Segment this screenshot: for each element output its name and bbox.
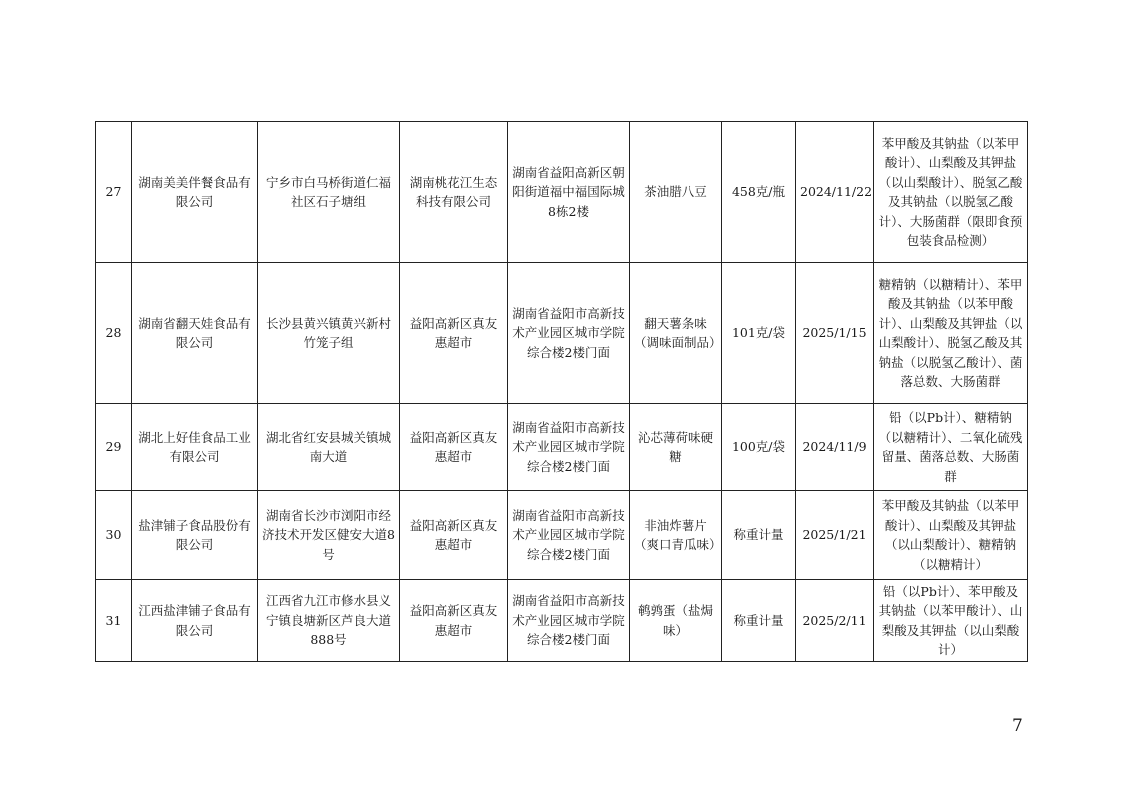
sampled-address: 湖南省益阳高新区朝阳街道福中福国际城8栋2楼	[508, 122, 630, 263]
test-items: 铅（以Pb计）、糖精钠（以糖精计）、二氧化硫残留量、菌落总数、大肠菌群	[874, 404, 1028, 491]
manufacturer-name: 湖南美美伴餐食品有限公司	[132, 122, 258, 263]
sampled-address: 湖南省益阳市高新技术产业园区城市学院综合楼2楼门面	[508, 491, 630, 580]
production-date: 2025/1/15	[796, 263, 874, 404]
sampled-unit: 益阳高新区真友惠超市	[400, 491, 508, 580]
product-spec: 100克/袋	[722, 404, 796, 491]
sampled-unit: 益阳高新区真友惠超市	[400, 263, 508, 404]
manufacturer-address: 江西省九江市修水县义宁镇良塘新区芦良大道888号	[258, 580, 400, 662]
table-row	[96, 263, 1028, 404]
manufacturer-address: 宁乡市白马桥街道仁福社区石子塘组	[258, 122, 400, 263]
product-spec: 称重计量	[722, 491, 796, 580]
row-number: 30	[96, 491, 132, 580]
test-items: 铅（以Pb计）、苯甲酸及其钠盐（以苯甲酸计）、山梨酸及其钾盐（以山梨酸计）	[874, 580, 1028, 662]
sampled-address: 湖南省益阳市高新技术产业园区城市学院综合楼2楼门面	[508, 580, 630, 662]
sampled-address: 湖南省益阳市高新技术产业园区城市学院综合楼2楼门面	[508, 404, 630, 491]
sampled-unit: 益阳高新区真友惠超市	[400, 404, 508, 491]
table-row	[96, 122, 1028, 263]
manufacturer-address: 湖北省红安县城关镇城南大道	[258, 404, 400, 491]
sampled-unit: 益阳高新区真友惠超市	[400, 580, 508, 662]
table-row	[96, 404, 1028, 491]
sampled-address: 湖南省益阳市高新技术产业园区城市学院综合楼2楼门面	[508, 263, 630, 404]
manufacturer-name: 江西盐津铺子食品有限公司	[132, 580, 258, 662]
sampled-unit: 湖南桃花江生态科技有限公司	[400, 122, 508, 263]
table-row	[96, 491, 1028, 580]
production-date: 2024/11/9	[796, 404, 874, 491]
test-items: 苯甲酸及其钠盐（以苯甲酸计）、山梨酸及其钾盐（以山梨酸计）、糖精钠（以糖精计）	[874, 491, 1028, 580]
product-name: 沁芯薄荷味硬糖	[630, 404, 722, 491]
sample-table	[95, 121, 1028, 662]
product-name: 茶油腊八豆	[630, 122, 722, 263]
row-number: 27	[96, 122, 132, 263]
production-date: 2025/2/11	[796, 580, 874, 662]
product-spec: 458克/瓶	[722, 122, 796, 263]
product-name: 非油炸薯片（爽口青瓜味）	[630, 491, 722, 580]
row-number: 28	[96, 263, 132, 404]
manufacturer-name: 盐津铺子食品股份有限公司	[132, 491, 258, 580]
table-row	[96, 580, 1028, 662]
product-spec: 101克/袋	[722, 263, 796, 404]
product-name: 翻天薯条味（调味面制品）	[630, 263, 722, 404]
product-spec: 称重计量	[722, 580, 796, 662]
test-items: 苯甲酸及其钠盐（以苯甲酸计）、山梨酸及其钾盐（以山梨酸计）、脱氢乙酸及其钠盐（以脱氢乙酸计）、大肠菌群（限即食预包装食品检测）	[874, 122, 1028, 263]
product-name: 鹌鹑蛋（盐焗味）	[630, 580, 722, 662]
manufacturer-name: 湖北上好佳食品工业有限公司	[132, 404, 258, 491]
production-date: 2025/1/21	[796, 491, 874, 580]
manufacturer-name: 湖南省翻天娃食品有限公司	[132, 263, 258, 404]
row-number: 31	[96, 580, 132, 662]
row-number: 29	[96, 404, 132, 491]
page-number: 7	[1012, 716, 1023, 736]
manufacturer-address: 湖南省长沙市浏阳市经济技术开发区健安大道8号	[258, 491, 400, 580]
manufacturer-address: 长沙县黄兴镇黄兴新村竹笼子组	[258, 263, 400, 404]
test-items: 糖精钠（以糖精计）、苯甲酸及其钠盐（以苯甲酸计）、山梨酸及其钾盐（以山梨酸计）、脱氢乙酸及其钠盐（以脱氢乙酸计）、菌落总数、大肠菌群	[874, 263, 1028, 404]
production-date: 2024/11/22	[796, 122, 874, 263]
